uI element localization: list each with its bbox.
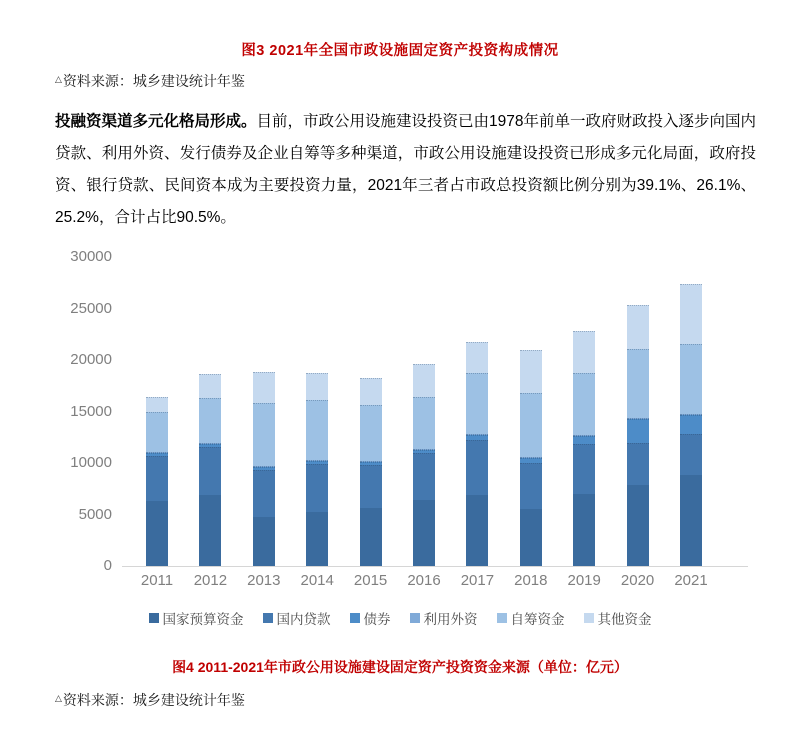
legend-label: 债券	[363, 612, 391, 627]
x-axis-tick-label: 2014	[300, 572, 334, 589]
bar-segment	[573, 436, 595, 444]
bar-segment	[146, 397, 168, 411]
legend-swatch-icon	[410, 613, 420, 623]
x-axis-tick-label: 2013	[247, 572, 281, 589]
legend-label: 国内贷款	[276, 612, 331, 627]
x-axis-tick-label: 2016	[407, 572, 441, 589]
legend-label: 国家预算资金	[162, 612, 244, 627]
bar-segment	[413, 397, 435, 449]
bar-segment	[573, 444, 595, 493]
x-axis-tick-label: 2011	[140, 572, 174, 589]
legend-item	[497, 608, 565, 628]
bar-segment	[680, 284, 702, 344]
bar-segment	[520, 393, 542, 457]
bar-segment	[199, 398, 221, 443]
legend-item	[410, 608, 478, 628]
x-axis-tick-label: 2018	[514, 572, 548, 589]
bar-segment	[360, 378, 382, 406]
legend-swatch-icon	[350, 613, 360, 623]
source-note-text: 资料来源：城乡建设统计年鉴	[62, 73, 245, 89]
x-axis-tick-label: 2017	[460, 572, 495, 589]
bar-segment	[360, 465, 382, 508]
x-axis-tick-label: 2012	[193, 572, 228, 589]
x-axis-tick-label: 2020	[620, 572, 655, 589]
bar-segment	[413, 364, 435, 397]
stacked-bar-2018	[520, 350, 542, 566]
legend-swatch-icon	[584, 613, 594, 623]
bar-segment	[199, 374, 221, 398]
bar-segment	[306, 400, 328, 460]
plot-area	[124, 257, 746, 566]
figure4-caption: 图4 2011-2021年市政公用设施建设固定资产投资资金来源（单位：亿元）	[172, 659, 628, 675]
bar-segment	[199, 495, 221, 566]
x-axis-tick-label: 2021	[674, 572, 708, 589]
bar-segment	[520, 509, 542, 566]
bar-segment	[680, 344, 702, 414]
stacked-bar-chart	[60, 250, 800, 600]
stacked-bar-2021	[680, 284, 702, 566]
stacked-bar-2013	[253, 372, 275, 566]
stacked-bar-2017	[466, 342, 488, 566]
bar-segment	[520, 463, 542, 509]
stacked-bar-2014	[306, 373, 328, 566]
bar-segment	[253, 372, 275, 403]
bar-segment	[306, 464, 328, 512]
source-marker-icon: △	[55, 74, 62, 84]
bar-segment	[680, 475, 702, 566]
legend-item	[263, 608, 331, 628]
bar-segment	[413, 453, 435, 500]
x-axis-line	[122, 566, 748, 567]
y-axis-tick-label: 15000	[70, 402, 112, 420]
y-axis-tick-label: 5000	[78, 505, 112, 523]
legend-label: 其他资金	[597, 612, 652, 627]
bar-segment	[520, 350, 542, 393]
body-paragraph	[55, 106, 756, 234]
figure3-caption: 图3 2021年全国市政设施固定资产投资构成情况	[241, 43, 559, 59]
bar-segment	[466, 440, 488, 495]
y-axis-tick-label: 25000	[70, 299, 112, 317]
x-axis-tick-label: 2019	[567, 572, 601, 589]
bar-segment	[627, 349, 649, 418]
y-axis-tick-label: 20000	[70, 351, 112, 368]
stacked-bar-2011	[146, 397, 168, 566]
source-marker-icon: △	[55, 693, 62, 703]
source-note-text: 资料来源：城乡建设统计年鉴	[62, 692, 245, 708]
stacked-bar-2012	[199, 374, 221, 566]
bar-segment	[627, 443, 649, 484]
stacked-bar-2019	[573, 331, 595, 566]
y-axis-tick-label: 10000	[70, 454, 112, 471]
bar-segment	[253, 403, 275, 466]
bar-segment	[306, 512, 328, 566]
bar-segment	[466, 342, 488, 374]
legend-swatch-icon	[497, 613, 507, 623]
bar-segment	[360, 405, 382, 461]
source-note-top	[55, 71, 245, 91]
bar-segment	[306, 373, 328, 400]
paragraph-lead: 投融资渠道多元化格局形成。	[55, 113, 257, 130]
bar-segment	[573, 373, 595, 435]
x-axis-tick-label: 2015	[353, 572, 388, 589]
bar-segment	[466, 373, 488, 434]
bar-segment	[627, 485, 649, 566]
legend-item	[584, 608, 652, 628]
legend-swatch-icon	[263, 613, 273, 623]
legend-item	[149, 608, 244, 628]
bar-segment	[360, 508, 382, 566]
legend-label: 利用外资	[423, 612, 478, 627]
bar-segment	[253, 470, 275, 516]
legend-item	[350, 608, 391, 628]
bar-segment	[466, 495, 488, 566]
bar-segment	[413, 500, 435, 566]
paragraph-body: 目前，市政公用设施建设投资已由1978年前单一政府财政投入逐步向国内贷款、利用外资、发行债券及企业自筹等多种渠道，市政公用设施建设投资已形成多元化局面，政府投资、银行贷款、民间资本成为主要投资力量，2021年三者占市政总投资额比例分别为39.1%、26.1%、25.2%，合计占比90.5%。	[55, 113, 756, 226]
bar-segment	[146, 456, 168, 501]
bar-segment	[627, 419, 649, 444]
bar-segment	[573, 494, 595, 566]
legend-label: 自筹资金	[510, 612, 565, 627]
stacked-bar-2015	[360, 378, 382, 566]
bar-segment	[146, 501, 168, 566]
bar-segment	[627, 305, 649, 348]
bar-segment	[146, 412, 168, 452]
bar-segment	[253, 517, 275, 566]
stacked-bar-2020	[627, 305, 649, 566]
legend-swatch-icon	[149, 613, 159, 623]
source-note-bottom	[55, 690, 245, 710]
y-axis-tick-label: 0	[103, 557, 112, 574]
y-axis-tick-label: 30000	[70, 248, 112, 265]
bar-segment	[680, 415, 702, 435]
chart-legend	[0, 608, 800, 628]
bar-segment	[199, 447, 221, 495]
bar-segment	[573, 331, 595, 373]
stacked-bar-2016	[413, 364, 435, 566]
bar-segment	[680, 434, 702, 475]
